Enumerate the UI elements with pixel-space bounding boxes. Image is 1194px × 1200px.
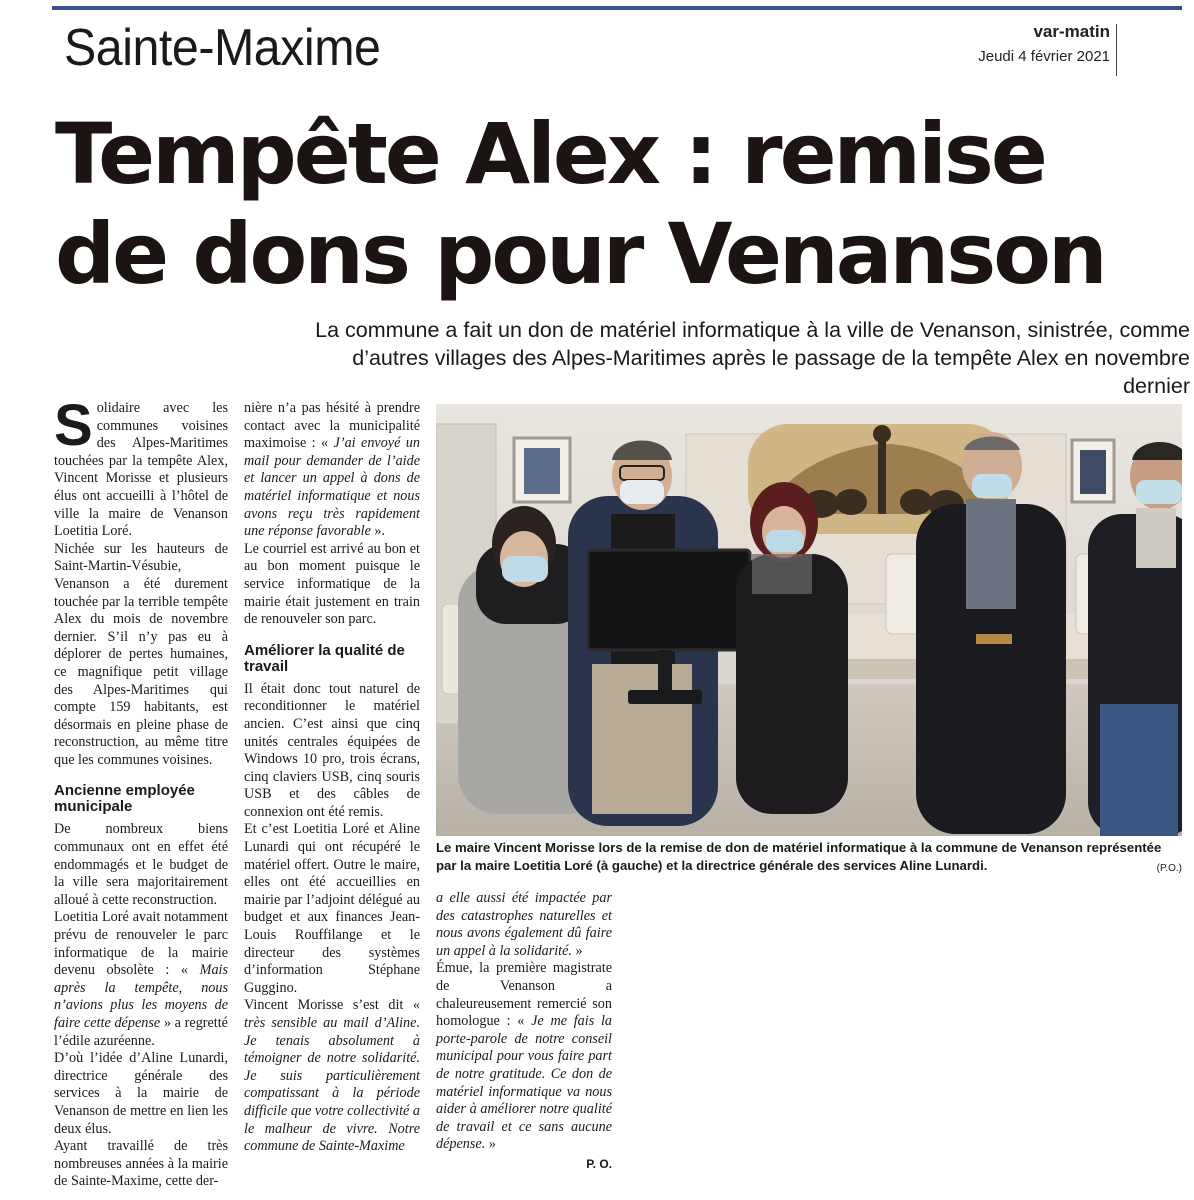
paragraph-text: » <box>485 1136 496 1153</box>
paragraph: Le courriel est arrivé au bon et au bon moment puisque le service informatique de la mairie était justement en train de renouveler son parc. <box>244 540 420 628</box>
subheading: Ancienne employée municipale <box>54 782 195 816</box>
article-column-1 <box>54 393 228 1191</box>
paragraph: Et c’est Loetitia Loré et Aline Lunardi qui ont récupéré le matériel offert. Outre le maire, elles ont été accueillies en mairie par l’adjoint délégué au budget et aux finances Jean-Louis Rouffilange et le directeur des systèmes d’information Stéphane Guggino. <box>244 821 420 996</box>
paragraph <box>54 393 228 541</box>
paragraph-text: Loetitia Loré avait notamment prévu de renouveler le parc informatique de la mairie devenu obsolète : « <box>54 909 228 979</box>
photo-illustration <box>436 404 1182 836</box>
paragraph-text: » <box>571 942 583 959</box>
top-rule <box>52 6 1182 10</box>
quote-text: Mais après la tempête, nous n’avions plus les moyens de faire cette dépense <box>54 962 228 1031</box>
paragraph: Nichée sur les hauteurs de Saint-Martin-Vésubie, Venanson a été durement touchée par la terrible tempête Alex du mois de novembre dernier. S’il n’y pas eu à déplorer de pertes humaines, ce magnifique petit village des Alpes-Maritimes qui compte 159 habitants, est désormais en pleine phase de reconstruction, au même titre que les communes voisines. <box>54 540 228 768</box>
drop-cap: S <box>54 393 93 458</box>
paragraph-text: nière n’a pas hésité à prendre contact avec la municipalité maximoise : « <box>244 400 420 452</box>
paragraph <box>436 890 612 960</box>
quote-text: a elle aussi été impactée par des catastrophes naturelles et nous avons également dû faire un appel à la solidarité. <box>436 890 612 959</box>
quote-text: J’ai envoyé un mail pour demander de l’aide et lancer un appel à dons de matériel informatique et nous avons reçu très rapidement une réponse favorable <box>244 435 420 540</box>
article-lede: La commune a fait un don de matériel informatique à la ville de Venanson, sinistrée, comme d’autres villages des Alpes-Maritimes après le passage de la tempête Alex en novembre dernier <box>315 318 1190 398</box>
paragraph: D’où l’idée d’Aline Lunardi, directrice générale des services à la mairie de Venanson de mettre en lien les deux élus. <box>54 1050 228 1137</box>
paragraph: Ayant travaillé de très nombreuses années à la mairie de Sainte-Maxime, cette der- <box>54 1138 228 1190</box>
headline-line-1: Tempête Alex : remise <box>55 105 1045 203</box>
paragraph-text: » a regretté l’édile azuréenne. <box>54 1015 228 1049</box>
paragraph: Il était donc tout naturel de reconditionner le matériel ancien. C’est ainsi que cinq unités centrales équipées de Windows 10 pro, trois écrans, cinq claviers USB, cinq souris USB et des câbles de connexion ont été remis. <box>244 680 420 820</box>
quote-text: très sensible au mail d’Aline. Je tenais absolument à témoigner de notre solidarité. Je suis particulièrement compatissant à la période difficile que votre collectivité a le malheur de vivre. Notre commune de Sainte-Maxime <box>244 1015 420 1155</box>
subheading: Améliorer la qualité de travail <box>244 641 405 675</box>
issue-date: Jeudi 4 février 2021 <box>978 48 1110 65</box>
masthead-divider <box>1116 24 1117 76</box>
paragraph <box>244 400 420 541</box>
caption-text: Le maire Vincent Morisse lors de la remise de don de matériel informatique à la commune de Venanson représentée par la maire Loetitia Loré (à gauche) et la directrice générale des services Aline Lunardi. <box>436 840 1162 873</box>
paragraph-text: olidaire avec les communes voisines des Alpes-Maritimes touchées par la tempête Alex, Vincent Morisse et plusieurs élus ont accueilli à l’hôtel de ville la maire de Venanson Loetitia Loré. <box>54 400 228 540</box>
paragraph-text: Émue, la première magistrate de Venanson a chaleureusement remercié son homologue : « <box>436 960 612 1030</box>
article-photo <box>436 404 1182 836</box>
article-headline <box>55 104 1165 304</box>
paragraph-text: ». <box>370 523 386 540</box>
photo-credit: (P.O.) <box>1156 863 1182 874</box>
article-column-2 <box>244 400 420 1156</box>
section-title: Sainte-Maxime <box>64 19 381 77</box>
paragraph <box>54 909 228 1050</box>
newspaper-brand: var-matin <box>1033 22 1110 41</box>
quote-text: Je me fais la porte-parole de notre conseil municipal pour vous faire part de notre gratitude. Ce don de matériel informatique va nous aider à améliorer notre qualité de travail et ce sans aucune dépense. <box>436 1013 613 1153</box>
author-signature: P. O. <box>586 1156 612 1171</box>
paragraph <box>436 960 612 1154</box>
article-column-3 <box>436 890 612 1174</box>
paragraph <box>244 997 420 1155</box>
photo-caption <box>436 839 1182 878</box>
headline-line-2: de dons pour Venanson <box>55 205 1105 303</box>
paragraph: De nombreux biens communaux ont en effet été endommagés et le budget de la ville sera majoritairement alloué à cette reconstruction. <box>54 821 228 908</box>
paragraph-text: Vincent Morisse s’est dit « <box>244 997 420 1014</box>
